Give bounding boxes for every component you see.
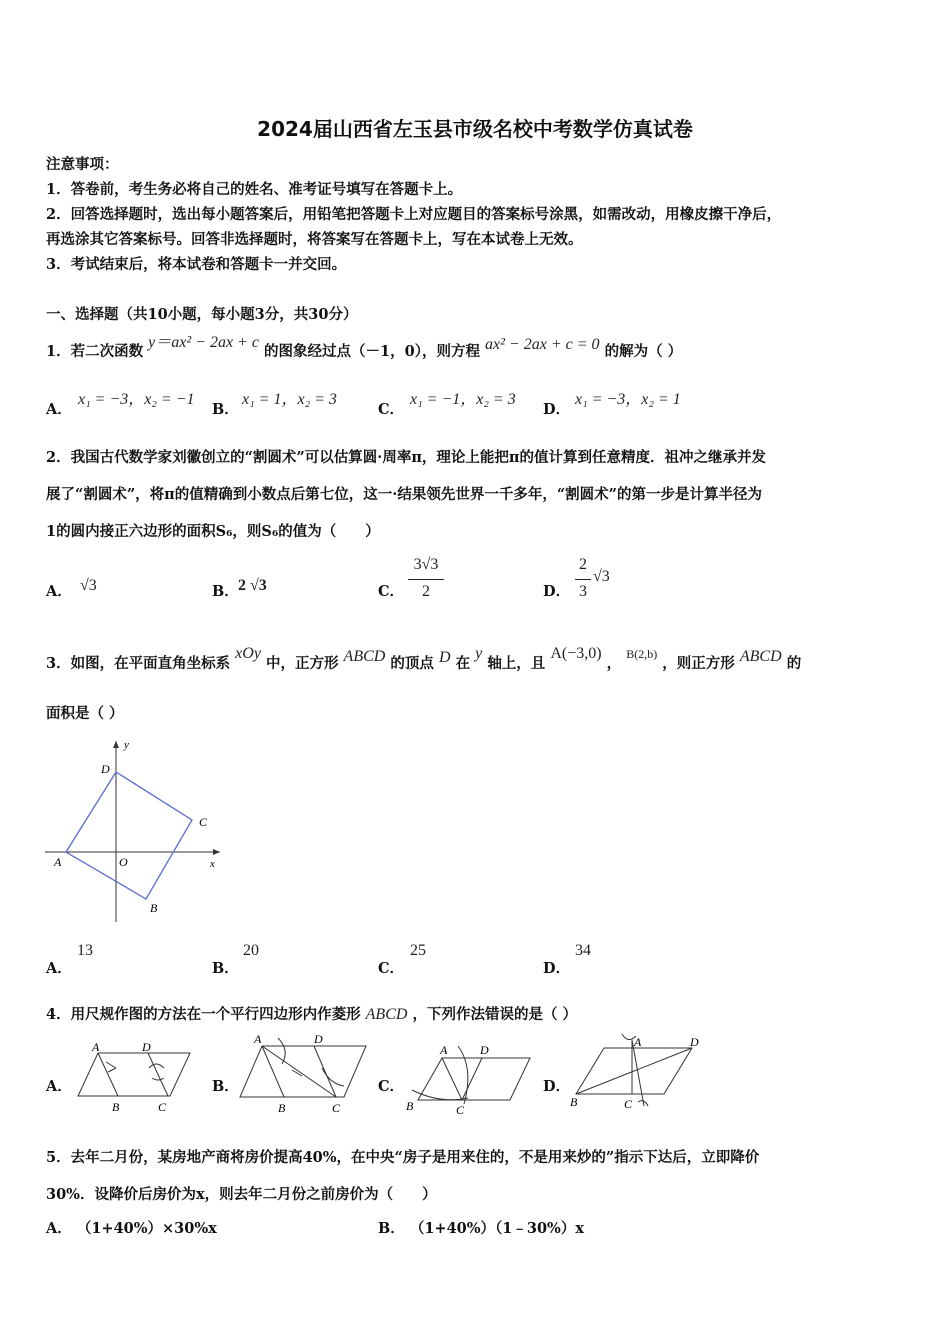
option-label: A． xyxy=(46,960,72,977)
option-math: 2 √3 xyxy=(238,577,267,594)
segment xyxy=(462,1058,482,1100)
section-heading: 一、选择题（共10小题，每小题3分，共30分） xyxy=(46,306,358,323)
notice-item: 再选涂其它答案标号。回答非选择题时，将答案写在答题卡上，写在本试卷上无效。 xyxy=(46,231,583,248)
vertex-label: B xyxy=(278,1101,286,1115)
question-5-line: 5．去年二月份，某房地产商将房价提高40%，在中央“房子是用来住的，不是用来炒的”指示下达后，立即降价 xyxy=(46,1149,760,1166)
parallelogram xyxy=(240,1046,366,1097)
vertex-label: A xyxy=(440,1043,448,1057)
notice-heading: 注意事项： xyxy=(46,156,119,173)
vertex-c-label: C xyxy=(199,815,208,829)
question-4 xyxy=(46,1003,577,1024)
question-2-line: 2．我国古代数学家刘徽创立的“割圆术”可以估算圆·周率π，理论上能把π的值计算到任意精度．祖冲之继承并发 xyxy=(46,449,767,466)
notice-item: 3．考试结束后，将本试卷和答题卡一并交回。 xyxy=(46,256,347,273)
vertex-label: C xyxy=(624,1097,633,1111)
formula: ABCD xyxy=(365,1006,408,1023)
vertex-label: A xyxy=(634,1035,642,1049)
formula: y＝ax² − 2ax + c xyxy=(148,334,259,351)
option-value: 34 xyxy=(575,942,591,959)
question-text: 的顶点 xyxy=(390,655,434,672)
vertex-label: D xyxy=(314,1032,323,1046)
notice-item: 1．答卷前，考生务必将自己的姓名、准考证号填写在答题卡上。 xyxy=(46,181,463,198)
option-label: A． xyxy=(46,1078,72,1095)
option-text: （1+40%）×30%x xyxy=(76,1220,217,1237)
formula: ABCD xyxy=(343,648,386,665)
parallelogram xyxy=(78,1053,190,1096)
option-value: 13 xyxy=(77,942,93,959)
option-label: C． xyxy=(378,401,405,418)
vertex-b-label: B xyxy=(150,901,158,915)
formula: y xyxy=(475,645,483,662)
formula: ABCD xyxy=(739,648,782,665)
option-a[interactable] xyxy=(46,580,72,601)
x-axis-arrow xyxy=(213,849,220,855)
option-value: 20 xyxy=(243,942,259,959)
question-2-line: 展了“割圆术”，将π的值精确到小数点后第七位，这一·结果领先世界一千多年，“割圆术”的第一步是计算半径为 xyxy=(46,486,763,503)
segment xyxy=(442,1058,462,1100)
arc-mark xyxy=(106,1062,116,1068)
diagonal xyxy=(576,1048,692,1094)
option-label: C． xyxy=(378,583,405,600)
option-math: x₁ = 1，x₂ = 3 xyxy=(242,391,337,408)
option-label: A． xyxy=(46,583,72,600)
option-math: √3 xyxy=(593,568,610,585)
vertex-label: D xyxy=(480,1043,489,1057)
fraction-numerator: 3√3 xyxy=(413,556,439,573)
y-axis-arrow xyxy=(113,741,119,748)
vertex-label: D xyxy=(142,1040,151,1054)
construction-figure-a xyxy=(70,1038,195,1118)
option-label: D． xyxy=(543,583,571,600)
question-text: 中，正方形 xyxy=(265,655,339,672)
arc-mark xyxy=(322,1068,344,1086)
segment xyxy=(632,1040,644,1106)
arc-mark xyxy=(108,1068,116,1072)
fraction-bar xyxy=(408,579,444,580)
option-c[interactable] xyxy=(378,957,404,978)
formula: D xyxy=(438,649,451,666)
option-label: A． xyxy=(46,401,72,418)
vertex-a-label: A xyxy=(54,855,62,869)
question-text: 3．如图，在平面直角坐标系 xyxy=(46,655,231,672)
option-label: B． xyxy=(212,1078,239,1095)
question-text: 在 xyxy=(455,655,471,672)
question-text: 的 xyxy=(786,655,802,672)
option-a[interactable] xyxy=(46,1075,72,1096)
x-axis-label: x xyxy=(210,858,215,870)
parallelogram xyxy=(418,1058,530,1100)
option-label: B． xyxy=(378,1220,405,1237)
vertex-d-label: D xyxy=(101,762,110,776)
option-label: B． xyxy=(212,583,239,600)
option-d[interactable] xyxy=(543,1075,570,1096)
option-a[interactable] xyxy=(46,1217,217,1238)
vertex-label: B xyxy=(112,1100,120,1114)
option-math: x₁ = −3，x₂ = −1 xyxy=(78,391,195,408)
question-2-line: 1的圆内接正六边形的面积S₆，则S₆的值为（ ） xyxy=(46,523,380,540)
vertex-label: B xyxy=(570,1095,578,1109)
option-a[interactable] xyxy=(46,398,72,419)
option-c[interactable] xyxy=(378,398,404,419)
vertex-label: D xyxy=(690,1035,699,1049)
square-coordinate-figure xyxy=(40,735,230,930)
option-label: B． xyxy=(212,960,239,977)
option-d[interactable] xyxy=(543,957,570,978)
option-label: D． xyxy=(543,401,571,418)
question-text: ，下列作法错误的是（ ） xyxy=(412,1006,578,1023)
vertex-label: C xyxy=(158,1100,167,1114)
construction-figure-d xyxy=(568,1028,708,1118)
arc-mark xyxy=(149,1064,164,1068)
fraction-numerator: 2 xyxy=(579,556,587,573)
question-text: 1．若二次函数 xyxy=(46,343,144,360)
question-text: ，则正方形 xyxy=(662,655,735,672)
formula: B(2,b) xyxy=(626,647,658,661)
fraction-bar xyxy=(575,579,591,580)
square-abcd xyxy=(66,772,192,899)
option-label: D． xyxy=(543,960,571,977)
option-b[interactable] xyxy=(212,398,239,419)
option-d[interactable] xyxy=(543,398,570,419)
question-5-line: 30%．设降价后房价为x，则去年二月份之前房价为（ ） xyxy=(46,1186,437,1203)
option-label: B． xyxy=(212,401,239,418)
option-label: A． xyxy=(46,1220,72,1237)
origin-label: O xyxy=(119,855,128,869)
option-label: C． xyxy=(378,960,405,977)
formula: ax² − 2ax + c = 0 xyxy=(485,336,600,353)
option-b[interactable] xyxy=(378,1217,584,1238)
option-b[interactable] xyxy=(212,1075,239,1096)
construction-figure-b xyxy=(236,1030,371,1118)
option-b[interactable] xyxy=(212,580,239,601)
option-math: x₁ = −1，x₂ = 3 xyxy=(410,391,516,408)
notice-item: 2．回答选择题时，选出每小题答案后，用铅笔把答题卡上对应题目的答案标号涂黑，如需改动，用橡皮擦干净后， xyxy=(46,206,782,223)
vertex-label: C xyxy=(456,1103,465,1117)
page-title: 2024届山西省左玉县市级名校中考数学仿真试卷 xyxy=(257,117,693,141)
question-text: 轴上，且 xyxy=(487,655,546,672)
formula: A(−3,0) xyxy=(550,645,602,662)
question-text: 的图象经过点（－1，0），则方程 xyxy=(264,343,480,360)
option-math: x₁ = −3，x₂ = 1 xyxy=(575,391,681,408)
option-label: C． xyxy=(378,1078,405,1095)
segment xyxy=(98,1053,118,1096)
y-axis-label: y xyxy=(124,739,129,751)
fraction-denominator: 2 xyxy=(422,583,430,600)
segment xyxy=(148,1053,168,1096)
question-3 xyxy=(46,645,802,673)
vertex-label: C xyxy=(332,1101,341,1115)
formula: xOy xyxy=(235,645,261,662)
option-math: √3 xyxy=(80,577,97,594)
fraction-denominator: 3 xyxy=(579,583,587,600)
question-3-line: 面积是（ ） xyxy=(46,705,124,722)
option-c[interactable] xyxy=(378,580,404,601)
question-text: ， xyxy=(606,655,622,672)
vertex-label: B xyxy=(406,1099,414,1113)
construction-figure-c xyxy=(400,1038,535,1118)
option-label: D． xyxy=(543,1078,571,1095)
option-text: （1+40%）（1﹣30%）x xyxy=(409,1220,584,1237)
vertex-label: A xyxy=(254,1032,262,1046)
option-d[interactable] xyxy=(543,580,570,601)
vertex-label: A xyxy=(92,1040,100,1054)
option-value: 25 xyxy=(410,942,426,959)
option-b[interactable] xyxy=(212,957,239,978)
option-a[interactable] xyxy=(46,957,72,978)
question-text: 4．用尺规作图的方法在一个平行四边形内作菱形 xyxy=(46,1006,361,1023)
question-1 xyxy=(46,334,683,361)
arc-mark xyxy=(152,1078,164,1080)
question-text: 的解为（ ） xyxy=(604,343,683,360)
